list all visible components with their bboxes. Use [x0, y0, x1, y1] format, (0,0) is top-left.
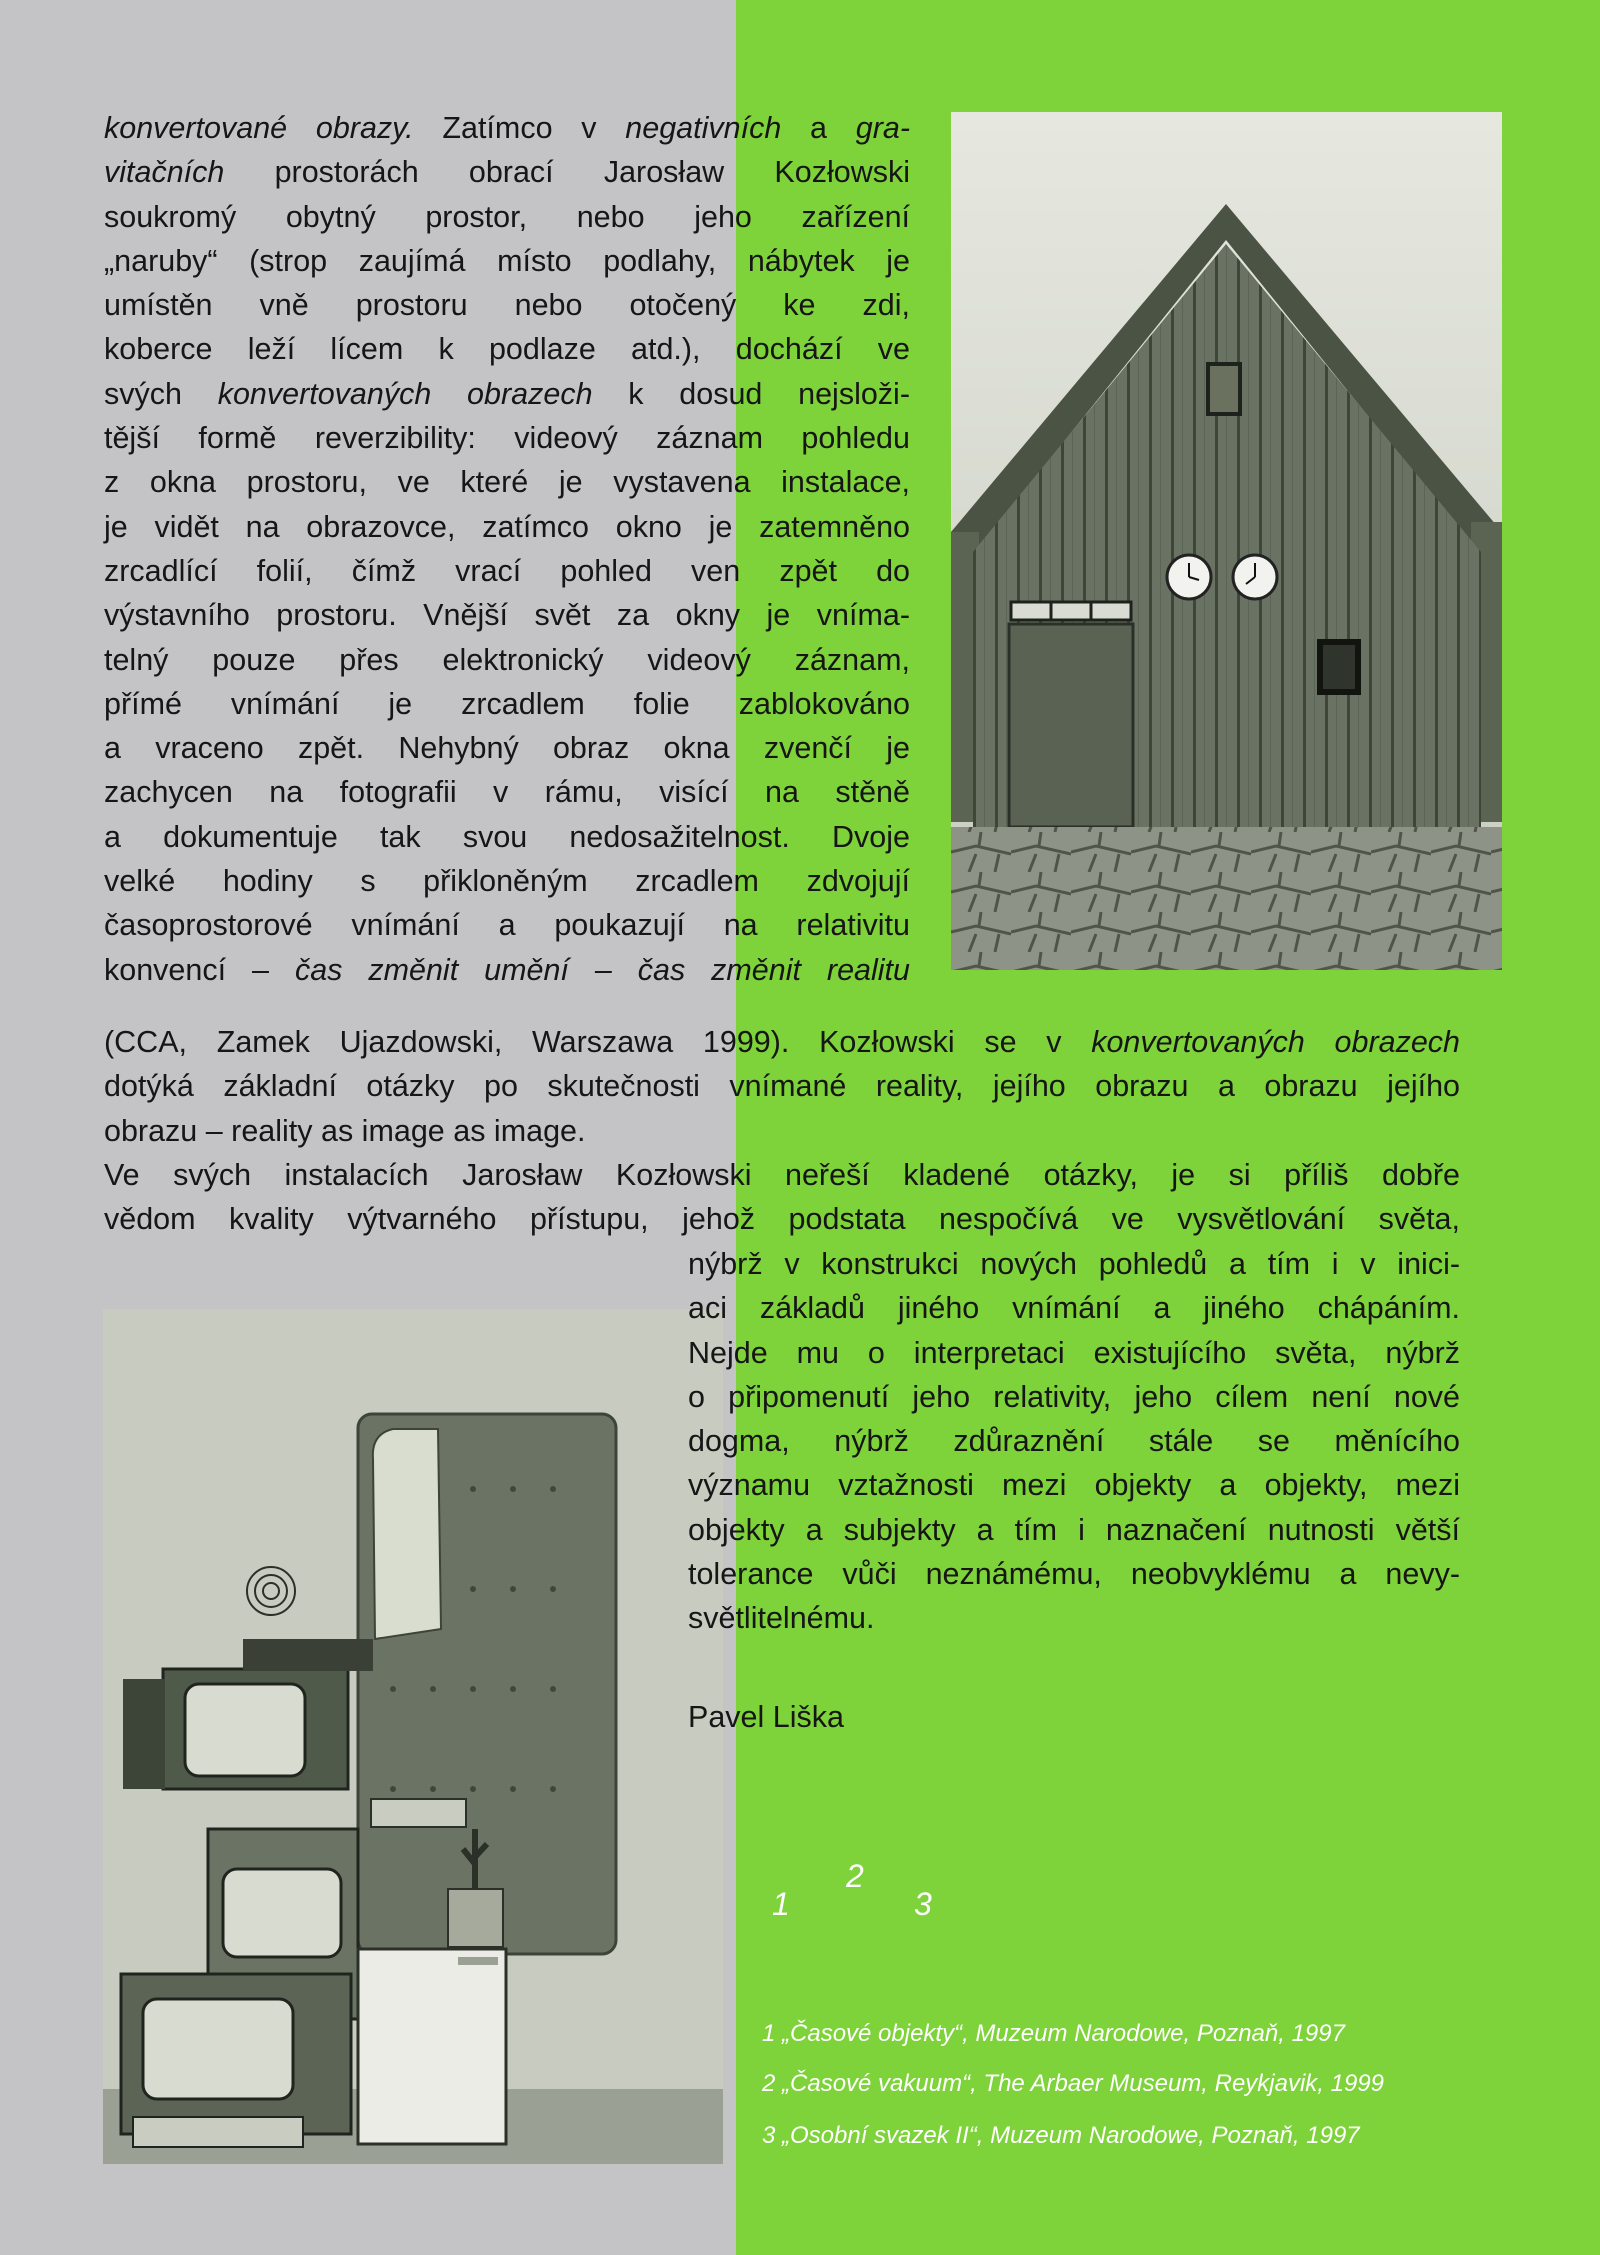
text-line — [104, 638, 910, 682]
text-segment: světlitelnému. — [688, 1601, 875, 1636]
text-segment: přímé vnímání je zrcadlem folie zablokováno — [104, 686, 910, 721]
text-line — [688, 1242, 1460, 1286]
text-segment: dogma, nýbrž zdůraznění stále se měnícího — [688, 1424, 1460, 1459]
text-segment: aci základů jiného vnímání a jiného chápáním. — [688, 1291, 1460, 1326]
text-segment: tější formě reverzibility: videový záznam pohledu — [104, 421, 910, 456]
text-segment: a — [781, 111, 856, 145]
text-line — [104, 770, 910, 814]
caption-1: 1 „Časové objekty“, Muzeum Narodowe, Poznaň, 1997 — [762, 2020, 1345, 2047]
caption-3: 3 „Osobní svazek II“, Muzeum Narodowe, Poznaň, 1997 — [762, 2122, 1360, 2149]
text-line — [104, 1064, 1460, 1108]
caption-2: 2 „Časové vakuum“, The Arbaer Museum, Reykjavik, 1999 — [762, 2070, 1385, 2097]
article-right-text — [688, 1242, 1460, 1641]
figure-number-1: 1 — [772, 1886, 790, 1922]
text-segment: objekty a subjekty a tím i naznačení nutnosti větší — [688, 1512, 1460, 1547]
text-line — [104, 726, 910, 770]
text-line — [104, 239, 910, 283]
text-line — [688, 1331, 1460, 1375]
text-line — [104, 283, 910, 327]
italic-text-segment: negativních — [625, 111, 782, 145]
text-line — [688, 1508, 1460, 1552]
text-segment: telný pouze přes elektronický videový záznam, — [104, 642, 910, 677]
text-segment: časoprostorové vnímání a poukazují na relativitu — [104, 908, 910, 943]
italic-text-segment: konvertovaných obrazech — [1091, 1025, 1460, 1059]
text-segment: tolerance vůči neznámému, neobvyklému a nevy- — [688, 1557, 1460, 1592]
text-line — [688, 1286, 1460, 1330]
text-line — [104, 505, 910, 549]
italic-text-segment: konvertované obrazy. — [104, 111, 414, 145]
text-segment: velké hodiny s přikloněným zrcadlem zdvojují — [104, 864, 910, 899]
furniture-installation-photo — [103, 1309, 723, 2164]
text-segment: o připomenutí jeho relativity, jeho cílem není nové — [688, 1379, 1460, 1414]
text-line — [104, 150, 910, 194]
text-segment: dotýká základní otázky po skutečnosti vnímané reality, jejího obrazu a obrazu jejího — [104, 1069, 1460, 1104]
text-line — [104, 682, 910, 726]
text-line — [104, 903, 910, 947]
text-line — [688, 1375, 1460, 1419]
text-line — [104, 416, 910, 460]
text-segment: výstavního prostoru. Vnější svět za okny je vníma- — [104, 598, 910, 633]
text-segment: z okna prostoru, ve které je vystavena instalace, — [104, 465, 910, 500]
figure-number-3: 3 — [914, 1886, 932, 1922]
italic-text-segment: konvertovaných obrazech — [217, 376, 593, 411]
article-wide-text — [104, 1020, 1460, 1241]
figure-number-2: 2 — [846, 1858, 864, 1894]
text-line — [104, 593, 910, 637]
italic-text-segment: gra- — [855, 111, 910, 145]
wooden-house-photo — [951, 112, 1502, 970]
text-segment: a vraceno zpět. Nehybný obraz okna zvenčí je — [104, 731, 910, 766]
text-segment: konvencí – — [104, 952, 295, 987]
text-line — [104, 948, 910, 992]
text-segment: umístěn vně prostoru nebo otočený ke zdi, — [104, 288, 910, 323]
text-line — [104, 460, 910, 504]
text-line — [688, 1463, 1460, 1507]
text-segment: zrcadlící folií, čímž vrací pohled ven zpět do — [104, 553, 910, 588]
text-segment: (CCA, Zamek Ujazdowski, Warszawa 1999). Kozłowski se v — [104, 1025, 1092, 1059]
author-name: Pavel Liška — [688, 1700, 844, 1734]
text-line — [104, 815, 910, 859]
text-segment: vědom kvality výtvarného přístupu, jehož podstata nespočívá ve vysvětlování světa, — [104, 1202, 1460, 1237]
text-segment: zachycen na fotografii v rámu, visící na stěně — [104, 775, 910, 810]
article-column-text — [104, 106, 910, 992]
text-segment: svých — [104, 376, 218, 411]
text-segment: Ve svých instalacích Jarosław Kozłowski neřeší kladené otázky, je si příliš dobře — [104, 1157, 1460, 1192]
text-line — [104, 859, 910, 903]
text-segment: prostorách obrací Jarosław Kozłowski — [224, 155, 910, 190]
text-segment: obrazu – reality as image as image. — [104, 1113, 586, 1148]
text-segment: koberce leží lícem k podlaze atd.), dochází ve — [104, 332, 910, 367]
text-segment: významu vztažnosti mezi objekty a objekty, mezi — [688, 1468, 1460, 1503]
text-segment: „naruby“ (strop zaujímá místo podlahy, nábytek je — [104, 243, 910, 278]
text-segment: nýbrž v konstrukci nových pohledů a tím i v inici- — [688, 1247, 1460, 1281]
text-line — [104, 1109, 1460, 1153]
text-line — [688, 1596, 1460, 1640]
italic-text-segment: vitačních — [104, 155, 225, 190]
text-line — [104, 195, 910, 239]
text-line — [688, 1419, 1460, 1463]
text-line — [688, 1552, 1460, 1596]
text-line — [104, 1020, 1460, 1064]
text-line — [104, 1197, 1460, 1241]
text-line — [104, 1153, 1460, 1197]
text-segment: soukromý obytný prostor, nebo jeho zařízení — [104, 199, 910, 234]
text-line — [104, 549, 910, 593]
text-line — [104, 327, 910, 371]
text-segment: Nejde mu o interpretaci existujícího světa, nýbrž — [688, 1335, 1460, 1370]
text-segment: a dokumentuje tak svou nedosažitelnost. Dvoje — [104, 819, 910, 854]
text-line — [104, 372, 910, 416]
text-segment: Zatímco v — [413, 111, 626, 145]
italic-text-segment: čas změnit umění – čas změnit realitu — [294, 952, 910, 987]
text-segment: je vidět na obrazovce, zatímco okno je zatemněno — [104, 509, 910, 544]
text-segment: k dosud nejsloži- — [592, 376, 910, 411]
text-line — [104, 106, 910, 150]
